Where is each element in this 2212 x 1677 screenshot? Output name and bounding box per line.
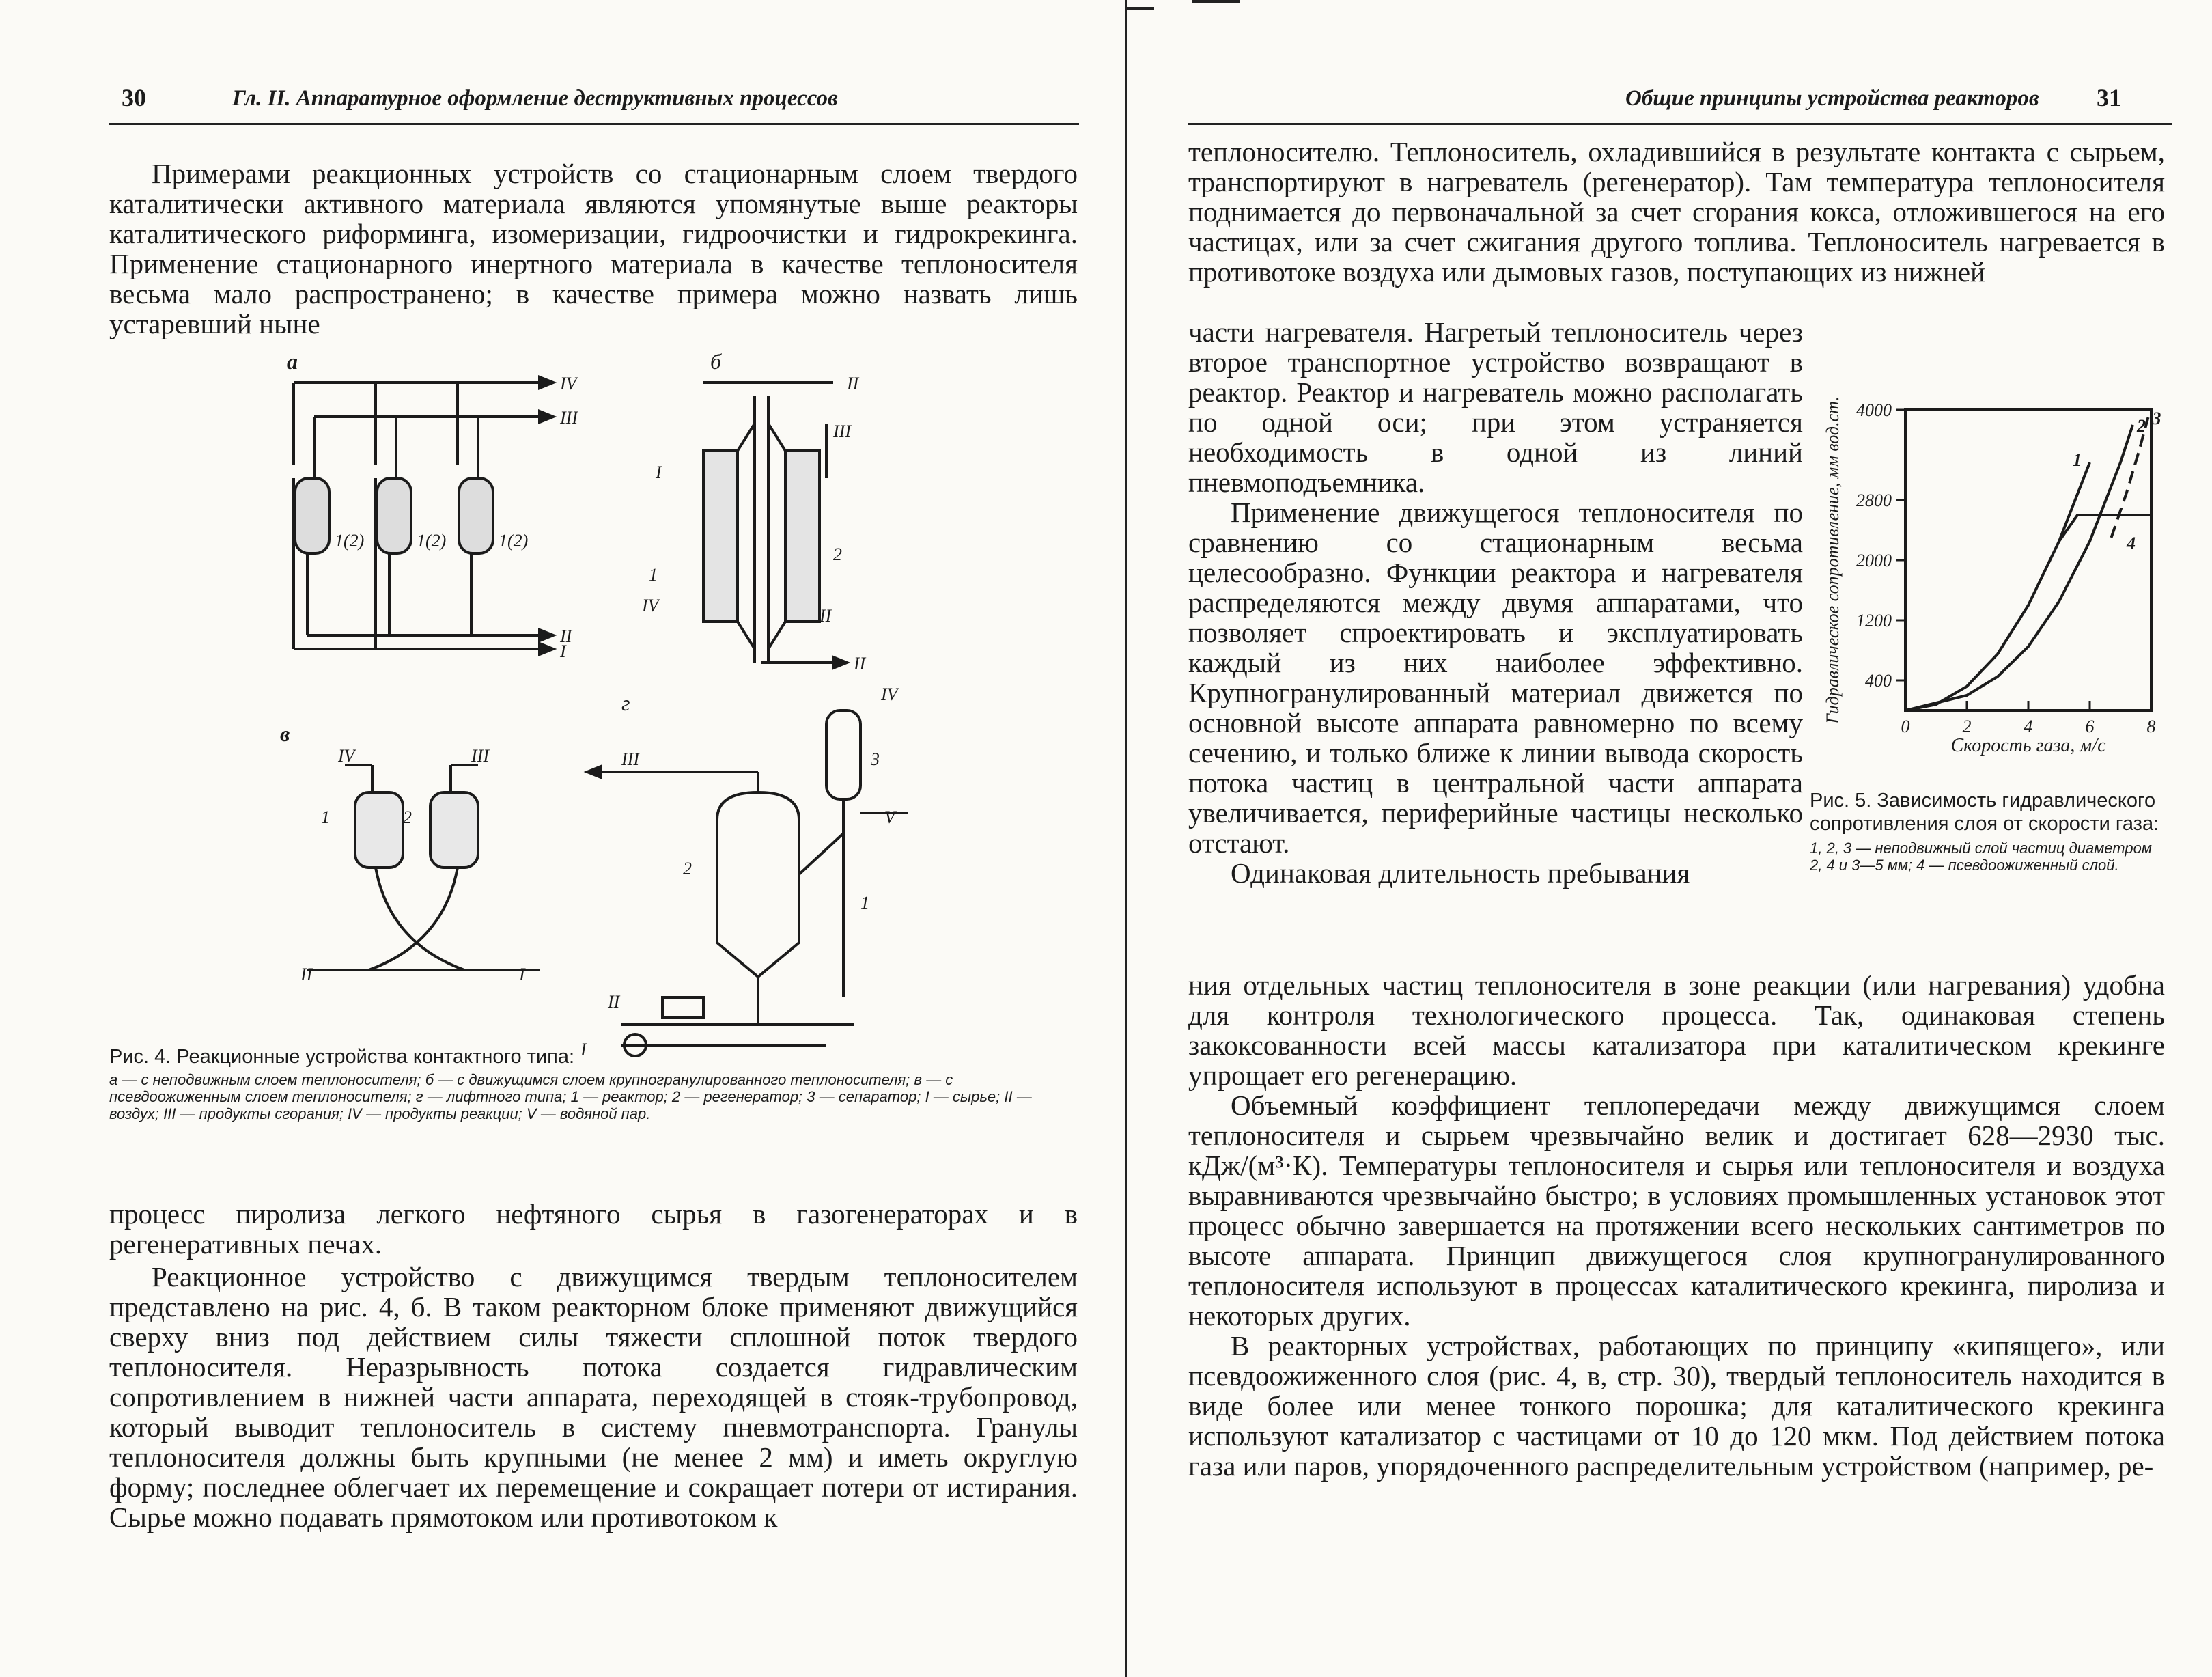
svg-text:IV: IV [642, 596, 659, 615]
chart-series-line-4 [2059, 515, 2151, 542]
chart-series-line-2 [1905, 425, 2133, 710]
chart-y-tick-label: 2000 [1856, 551, 1892, 570]
svg-text:III: III [471, 746, 489, 766]
svg-text:III: III [621, 749, 639, 769]
figure-5-chart [1810, 383, 2179, 768]
chart-x-tick-label: 6 [2085, 717, 2095, 736]
left-header-title: Гл. II. Аппаратурное оформление деструктивных процессов [232, 86, 838, 111]
svg-text:II: II [300, 965, 313, 984]
svg-text:II: II [820, 606, 832, 626]
chart-series-label-4: 4 [2127, 533, 2136, 553]
svg-text:IV: IV [881, 684, 898, 704]
left-para-bottom: процесс пиролиза легкого нефтяного сырья в газогенераторах и в регенеративных печах. Реакционное устройство с движущимся твердым теплоносителем представлено на рис. 4, б. В таком реакторном блоке применяют движущийся сверху вниз под действием силы тяжести сплошной поток твердого теплоносителя. Неразрывность потока создается гидравлическим сопротивлением в нижней части аппарата, переходящей в стояк-трубопровод, который выводит теплоноситель в систему пневмотранспорта. Гранулы теплоносителя должны быть крупными (не менее 2 мм) и иметь округлую форму; последнее облегчает их перемещение и сокращает потери от истирания. Сырье можно подавать прямотоком или противотоком к [109, 1198, 1078, 1533]
svg-text:2: 2 [833, 544, 842, 564]
panel-label-g: г [621, 691, 630, 715]
svg-text:I: I [656, 462, 662, 482]
figure-4-caption-body: а — с неподвижным слоем теплоносителя; б — с движущимся слоем крупногранулированного теплоносителя; в — с псевдоожиженным слоем теплоносителя; г — лифтного типа; 1 — реактор; 2 — регенератор; 3 — сепаратор; I — сырье; II — воздух; III — продукты сгорания; IV — продукты реакции; V — водяной пар. [109, 1071, 1032, 1122]
svg-text:I: I [580, 1040, 587, 1059]
svg-text:III: III [833, 421, 851, 441]
chart-y-tick-label: 2800 [1856, 490, 1892, 510]
left-page [0, 0, 1093, 1677]
figure-4v-fluidized-bed-diagram [307, 765, 540, 970]
chart-series-label-2: 2 [2137, 416, 2146, 436]
svg-text:3: 3 [871, 749, 880, 769]
svg-text:IV: IV [560, 374, 577, 393]
svg-text:1(2): 1(2) [499, 531, 529, 551]
svg-text:I: I [560, 641, 566, 661]
svg-text:2: 2 [683, 859, 692, 878]
svg-text:II: II [560, 626, 572, 646]
chart-x-tick-label: 8 [2146, 717, 2156, 736]
svg-text:III: III [560, 408, 578, 428]
panel-label-a: а [287, 349, 298, 374]
left-page-number: 30 [122, 84, 146, 111]
chart-y-tick-label: 4000 [1856, 400, 1892, 420]
svg-text:1: 1 [321, 807, 330, 827]
right-para-narrow: части нагревателя. Нагретый теплоноситель через второе транспортное устройство возвращают в реактор. Реактор и нагреватель можно располагать по одной оси; при этом устраняется необходимость в одной из линий пневмоподъемника. Применение движущегося теплоносителя по сравнению со стационарным весьма целесообразно. Функции реактора и нагревателя распределяются между двумя аппаратами, что позволяет спроектировать и эксплуатировать каждый из них наиболее эффективно. Крупногранулированный материал движется по основной высоте аппарата равномерно по всему сечению, и только ближе к линии вывода скорость потока частиц в центральной части аппарата увеличивается, периферийные частицы несколько отстают. Одинаковая длительность пребывания [1188, 316, 1803, 889]
svg-text:II: II [608, 992, 620, 1012]
left-para-top: Примерами реакционных устройств со стационарным слоем твердого каталитически активного материала являются упомянутые выше реакторы каталитического риформинга, изомеризации, гидроочистки и гидрокрекинга. Применение стационарного инертного материала в качестве теплоносителя весьма мало распространено; в качестве примера можно назвать лишь устаревший ныне [109, 158, 1078, 339]
left-running-header [109, 81, 1079, 125]
svg-text:II: II [854, 654, 866, 674]
chart-y-label: Гидравлическое сопротивление, мм вод.ст. [1823, 396, 1843, 724]
figure-4-caption [109, 1045, 1072, 1122]
svg-text:2: 2 [403, 807, 412, 827]
right-page-number: 31 [2097, 84, 2121, 111]
chart-plot-frame [1905, 410, 2151, 710]
figure-5-caption-title: Рис. 5. Зависимость гидравлического сопротивления слоя от скорости газа: [1810, 790, 2159, 835]
figure-5-caption [1810, 789, 2165, 874]
svg-text:1(2): 1(2) [335, 531, 365, 551]
right-header-title: Общие принципы устройства реакторов [1625, 86, 2039, 111]
svg-text:1: 1 [860, 893, 869, 913]
chart-x-tick-label: 0 [1901, 717, 1910, 736]
svg-text:II: II [847, 374, 859, 393]
chart-series-label-1: 1 [2073, 450, 2082, 470]
chart-series-line-1 [1905, 462, 2090, 710]
chart-x-tick-label: 4 [2024, 717, 2033, 736]
figure-5-caption-body: 1, 2, 3 — неподвижный слой частиц диаметром 2, 4 и 3—5 мм; 4 — псевдоожиженный слой. [1810, 840, 2152, 874]
chart-y-tick-label: 1200 [1856, 611, 1892, 630]
chart-x-label: Скорость газа, м/с [1950, 735, 2106, 756]
chart-series-label-3: 3 [2152, 408, 2161, 428]
svg-text:V: V [884, 807, 895, 827]
chart-y-tick-label: 400 [1865, 671, 1892, 691]
svg-text:IV: IV [338, 746, 355, 766]
panel-label-v: в [280, 721, 290, 746]
panel-label-b: б [710, 349, 722, 374]
figure-4-caption-title: Рис. 4. Реакционные устройства контактного типа: [109, 1046, 575, 1068]
right-para-bottom: ния отдельных частиц теплоносителя в зоне реакции (или нагревания) удобна для контроля технологического процесса. Так, одинаковая степень закоксованности всей массы катализатора при каталитическом крекинге упрощает его регенерацию. Объемный коэффициент теплопередачи между движущимся слоем теплоносителя и сырьем чрезвычайно велик и достигает 628—2930 тыс. кДж/(м³·К). Температуры теплоносителя и сырья или теплоносителя и воздуха выравниваются чрезвычайно быстро; в условиях промышленных установок этот процесс обычно завершается на протяжении всего нескольких сантиметров по высоте аппарата. Принцип движущегося слоя крупногранулированного теплоносителя используют в процессах каталитического крекинга, пиролиза и некоторых других. В реакторных устройствах, работающих по принципу «кипящего», или псевдоожиженного слоя (рис. 4, в, стр. 30), твердый теплоноситель находится в виде более или менее тонкого порошка; для каталитического крекинга используют катализатор с частицами от 10 до 120 мкм. Под действием потока газа или паров, упорядоченного распределительным устройством (например, ре- [1188, 969, 2165, 1482]
figure-4a-fixed-bed-diagram [294, 377, 553, 654]
chart-x-tick-label: 2 [1962, 717, 1972, 736]
right-para-top: теплоносителю. Теплоноситель, охладившийся в результате контакта с сырьем, транспортируют в нагреватель (регенератор). Там температура теплоносителя поднимается до первоначальной за счет сгорания кокса, отложившегося на его частицах, или за счет сжигания другого топлива. Теплоноситель нагревается в противотоке воздуха или дымовых газов, поступающих из нижней [1188, 136, 2165, 288]
svg-text:1: 1 [649, 565, 658, 585]
svg-text:1(2): 1(2) [417, 531, 447, 551]
right-running-header [1188, 81, 2172, 125]
svg-text:I: I [519, 965, 525, 984]
right-page [1106, 0, 2212, 1677]
